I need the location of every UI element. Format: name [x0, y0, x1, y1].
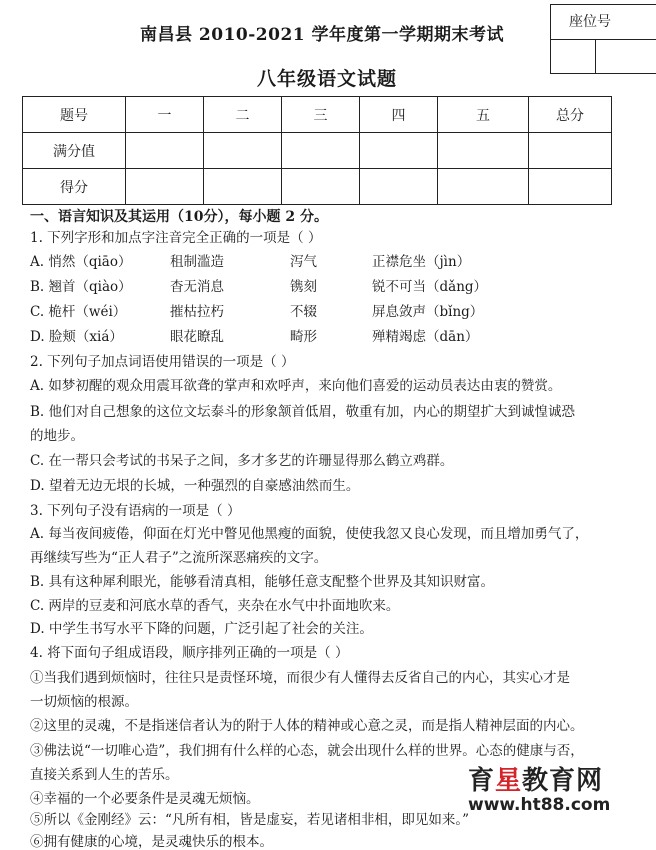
q1-option-c-2: 摧枯拉朽: [170, 304, 224, 320]
score-label: 得分: [23, 169, 126, 205]
q4-sentence-2: ②这里的灵魂，不是指迷信者认为的附于人体的精神或心意之灵，而是指人精神层面的内心。: [30, 718, 584, 734]
q1-option-d-3: 畸形: [290, 329, 317, 345]
score-header-cell: 二: [204, 97, 282, 133]
q4-sentence-1-continued: 一切烦恼的根源。: [30, 694, 138, 710]
seat-box-vertical-divider: [595, 39, 596, 73]
full-marks-cell[interactable]: [529, 133, 612, 169]
score-cell[interactable]: [126, 169, 204, 205]
score-cell[interactable]: [529, 169, 612, 205]
score-cell[interactable]: [204, 169, 282, 205]
watermark-text: [468, 760, 610, 797]
score-header-cell: 总分: [529, 97, 612, 133]
q1-stem: 1. 下列字形和加点字注音完全正确的一项是（ ）: [30, 230, 322, 246]
q1-option-a-3: 泻气: [290, 254, 317, 270]
full-marks-cell[interactable]: [438, 133, 529, 169]
q4-sentence-4: ④幸福的一个必要条件是灵魂无烦恼。: [30, 791, 260, 807]
q1-option-b-4: 锐不可当（dǎng）: [372, 279, 488, 295]
q2-option-b-continued: 的地步。: [30, 428, 84, 444]
q3-option-a-continued: 再继续写些为“正人君子”之流所深恶痛疾的文字。: [30, 550, 328, 566]
q2-stem: 2. 下列句子加点词语使用错误的一项是（ ）: [30, 354, 295, 370]
q3-stem: 3. 下列句子没有语病的一项是（ ）: [30, 503, 241, 519]
q3-option-d: D. 中学生书写水平下降的问题，广泛引起了社会的关注。: [30, 621, 373, 637]
q4-sentence-1: ①当我们遇到烦恼时，往往只是责怪环境，而很少有人懂得去反省自己的内心，其实心才是: [30, 670, 570, 686]
score-cell[interactable]: [438, 169, 529, 205]
score-table: [22, 96, 612, 205]
watermark-text-part: 教育网: [522, 766, 604, 796]
score-header-cell: 三: [282, 97, 360, 133]
full-marks-cell[interactable]: [126, 133, 204, 169]
q1-option-b-2: 杳无消息: [170, 279, 224, 295]
q4-sentence-6: ⑥拥有健康的心境，是灵魂快乐的根本。: [30, 834, 273, 850]
full-marks-cell[interactable]: [282, 133, 360, 169]
q3-option-a: A. 每当夜间疲倦，仰面在灯光中瞥见他黑瘦的面貌，使使我忽又良心发现，而且增加勇气了，: [30, 526, 589, 542]
q1-option-b-1: B. 翘首（qiào）: [30, 279, 132, 295]
score-header-cell: 四: [360, 97, 438, 133]
score-table-header-row: [23, 97, 612, 133]
score-table-full-marks-row: [23, 133, 612, 169]
q1-option-a-2: 租制滥造: [170, 254, 224, 270]
watermark-url: www.ht88.com: [468, 795, 611, 815]
q1-option-b-3: 镌刻: [290, 279, 317, 295]
full-marks-cell[interactable]: [360, 133, 438, 169]
q1-option-d-2: 眼花瞭乱: [170, 329, 224, 345]
full-marks-cell[interactable]: [204, 133, 282, 169]
watermark-star-char: 星: [495, 766, 523, 796]
watermark-text-part: 育: [468, 766, 496, 796]
exam-title: 南昌县 2010-2021 学年度第一学期期末考试: [140, 25, 505, 45]
q2-option-a: A. 如梦初醒的观众用震耳欲聋的掌声和欢呼声，来向他们喜爱的运动员表达由衷的赞赏。: [30, 378, 562, 394]
seat-number-box: [550, 4, 656, 74]
q1-option-d-1: D. 脸颊（xiá）: [30, 329, 123, 345]
score-header-cell: 一: [126, 97, 204, 133]
score-header-cell: 五: [438, 97, 529, 133]
q4-stem: 4. 将下面句子组成语段，顺序排列正确的一项是（ ）: [30, 645, 349, 661]
q3-option-c: C. 两岸的豆麦和河底水草的香气，夹杂在水气中扑面地吹来。: [30, 598, 400, 614]
q1-option-c-3: 不辍: [290, 304, 317, 320]
q1-option-a-1: A. 悄然（qiāo）: [30, 254, 132, 270]
q2-option-c: C. 在一帮只会考试的书呆子之间，多才多艺的许珊显得那么鹤立鸡群。: [30, 453, 454, 469]
q1-option-c-4: 屏息敛声（bǐng）: [372, 304, 484, 320]
q2-option-b: B. 他们对自己想象的这位文坛泰斗的形象颔首低眉，敬重有加，内心的期望扩大到诚惶诚恐: [30, 404, 576, 420]
score-table-score-row: [23, 169, 612, 205]
site-watermark: [468, 760, 610, 815]
score-cell[interactable]: [360, 169, 438, 205]
q4-sentence-3: ③佛法说“一切唯心造”，我们拥有什么样的心态，就会出现什么样的世界。心态的健康与否，: [30, 743, 584, 759]
full-marks-label: 满分值: [23, 133, 126, 169]
q4-sentence-3-continued: 直接关系到人生的苦乐。: [30, 767, 179, 783]
seat-box-divider: [551, 39, 656, 40]
exam-subtitle: 八年级语文试题: [257, 68, 398, 90]
score-header-cell: 题号: [23, 97, 126, 133]
section-1-heading: 一、语言知识及其运用（10分），每小题 2 分。: [30, 209, 328, 225]
q1-option-d-4: 殚精竭虑（dān）: [372, 329, 479, 345]
score-cell[interactable]: [282, 169, 360, 205]
q2-option-d: D. 望着无边无垠的长城，一种强烈的自豪感油然而生。: [30, 478, 360, 494]
q1-option-c-1: C. 桅杆（wéi）: [30, 304, 127, 320]
seat-number-label: 座位号: [569, 14, 611, 30]
q4-sentence-5: ⑤所以《金刚经》云：“凡所有相，皆是虚妄，若见诸相非相，即见如来。”: [30, 812, 470, 828]
q1-option-a-4: 正襟危坐（jìn）: [372, 254, 471, 270]
q3-option-b: B. 具有这种犀利眼光，能够看清真相，能够任意支配整个世界及其知识财富。: [30, 574, 495, 590]
